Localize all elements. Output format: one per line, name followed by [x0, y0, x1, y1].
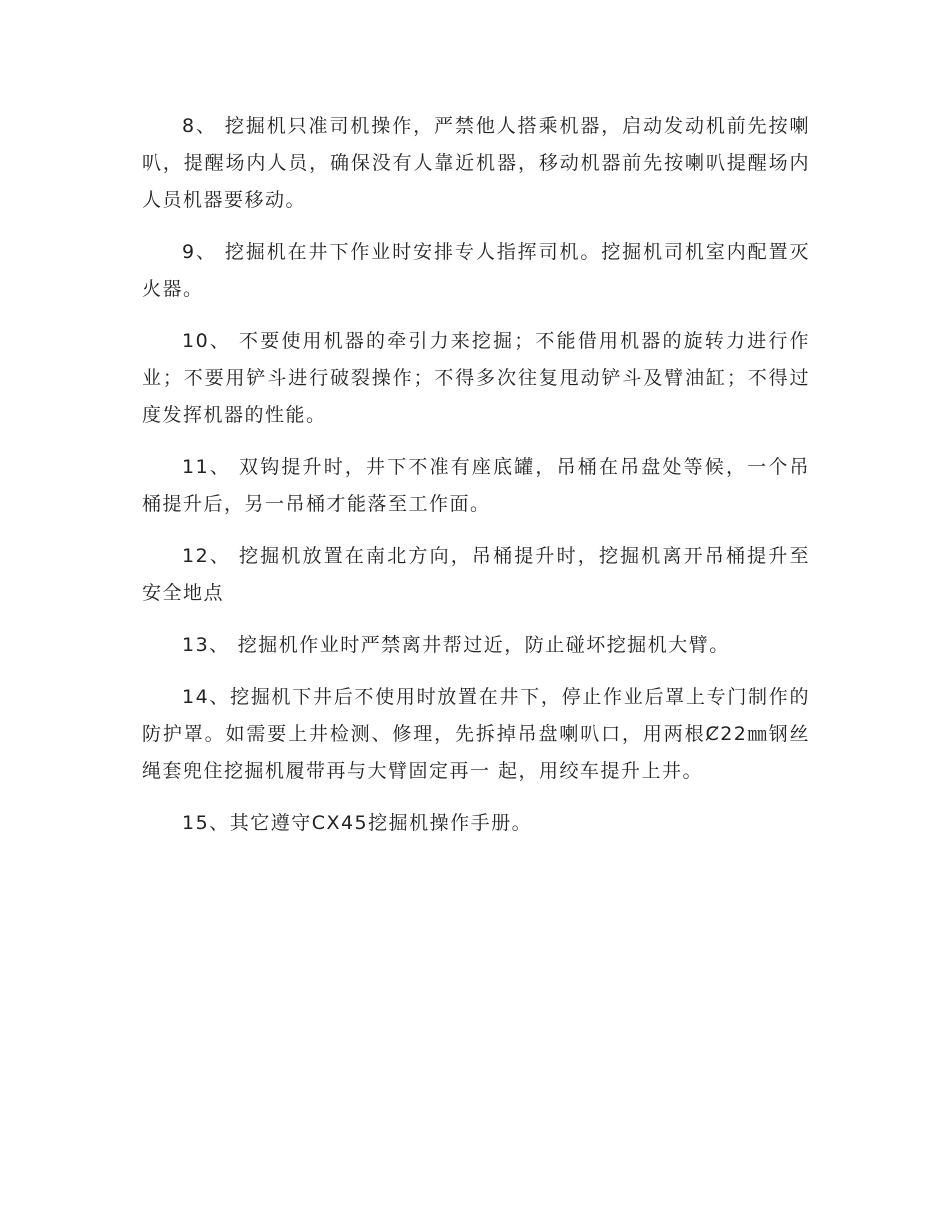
item-number: 14、	[182, 686, 231, 708]
item-number: 11、	[182, 456, 232, 478]
list-item-12	[142, 538, 810, 612]
item-number: 12、	[182, 545, 232, 567]
item-text: 其它遵守CX45挖掘机操作手册。	[229, 812, 533, 834]
item-text: 挖掘机作业时严禁离井帮过近，防止碰坏挖掘机大臂。	[237, 634, 730, 656]
item-number: 8、	[182, 115, 217, 137]
list-item-14	[142, 679, 810, 790]
item-text: 挖掘机只准司机操作，严禁他人搭乘机器，启动发动机前先按喇叭，提醒场内人员，确保没有人靠近机器，移动机器前先按喇叭提醒场内人员机器要移动。	[142, 115, 810, 211]
item-number: 10、	[182, 330, 232, 352]
item-number: 9、	[182, 241, 217, 263]
item-text: 双钩提升时，井下不准有座底罐，吊桶在吊盘处等候，一个吊桶提升后，另一吊桶才能落至工作面。	[142, 456, 810, 515]
list-item-15	[142, 805, 810, 842]
item-text: 挖掘机放置在南北方向，吊桶提升时，挖掘机离开吊桶提升至安全地点	[142, 545, 810, 604]
list-item-8	[142, 108, 810, 219]
list-item-10	[142, 323, 810, 434]
item-number: 15、	[182, 812, 230, 834]
item-number: 13、	[182, 634, 230, 656]
item-text: 挖掘机下井后不使用时放置在井下，停止作业后罩上专门制作的防护罩。如需要上井检测、修理，先拆掉吊盘喇叭口，用两根Ȼ22㎜钢丝绳套兜住挖掘机履带再与大臂固定再一 起，用绞车提升上井。	[142, 686, 810, 782]
item-text: 不要使用机器的牵引力来挖掘；不能借用机器的旋转力进行作业；不要用铲斗进行破裂操作；不得多次往复甩动铲斗及臂油缸；不得过度发挥机器的性能。	[142, 330, 810, 426]
list-item-13	[142, 627, 810, 664]
list-item-11	[142, 449, 810, 523]
document-page	[142, 108, 810, 857]
list-item-9	[142, 234, 810, 308]
item-text: 挖掘机在井下作业时安排专人指挥司机。挖掘机司机室内配置灭火器。	[142, 241, 810, 300]
